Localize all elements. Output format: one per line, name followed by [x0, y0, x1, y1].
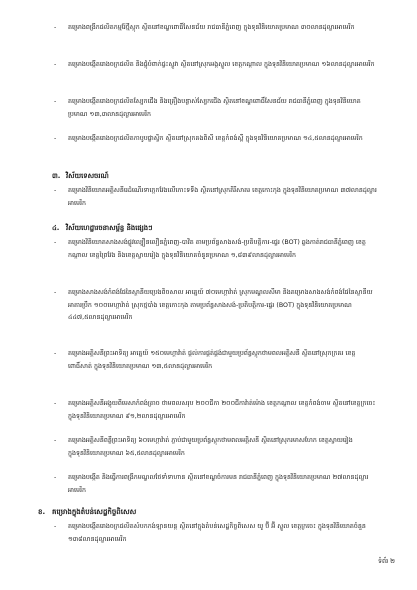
project-text: គម្រោងអគ្គិសនីអង្គុយពីមេសាកំពង់ត្រាច ថាមពលសរុប ២០០ជីកា ២០០ជីកាវ៉ាត់ម៉ោង ខេត្តកណ្តាល ខេត្តកំពង់ចាម ស្ថិតនៅខេត្តក្រចេះ ក្នុងទុនវិនិយោគប្រមាណ ៩១,២លានដុល្លារអាមេរិក — [68, 400, 376, 420]
project-text: គម្រោងបង្កើតរោងចក្រផលិតកាបូបផ្លាស្ទិក ស្ថិតនៅស្រុកគងពិសី ខេត្តកំពង់ស្ពឺ ក្នុងទុនវិនិយោគប្រមាណ ១៤,៥លានដុល្លារអាមេរិក — [68, 135, 363, 142]
project-item — [54, 348, 378, 373]
section-number: ៣. — [52, 172, 61, 180]
project-text: គម្រោងវិនិយោគអគ្គិសនីរេដំណើរទាក្តេកវែងលើកោះទទឹង ស្ថិតនៅស្រុកគិរីសាគរ ខេត្តកោះកុង ក្នុងទុនវិនិយោគប្រមាណ ៣៧លានដុល្លារអាមេរិក — [68, 187, 377, 207]
project-text: គម្រោងបង្កើតរោងចក្រផលិត និងផ្គុំបំពាក់ផ្ទះស្ទូវា ស្ថិតនៅស្រុកអង្គស្នួល ខេត្តកណ្តាល ក្នុងទុនវិនិយោគប្រមាណ ១៦លានដុល្លារអាមេរិក — [68, 61, 375, 68]
bullet-dash: - — [54, 24, 57, 31]
bullet-dash: - — [54, 98, 57, 105]
project-text: គម្រោងបង្កើតរោងចក្រផលិតស្បែកជើង និងគ្រឿងបន្លាស់ស្បែកជើង ស្ថិតនៅខណ្ឌពោធិ៍សែនជ័យ រាជធានីភ្នំពេញ ក្នុងទុនវិនិយោគប្រមាណ ១៣,៣លានដុល្លារអាមេរិក — [68, 98, 361, 118]
bullet-dash: - — [54, 239, 57, 246]
project-text: គម្រោងអគ្គិសនីព្រះអាទិត្យ អាគ្នេយ៍ ១៥០មេហ្គាវ៉ាត់ ផ្តល់ការផ្គត់ផ្គង់ជាមួយប្រព័ន្ធស្តុកថាមពលអគ្គិសនី ស្ថិតនៅស្រុកក្រគរ ខេត្តពោធិ៍សាត់ ក្នុងទុនវិនិយោគប្រមាណ ១៣,៥លានដុល្លារអាមេរិក — [68, 350, 356, 370]
page-number: ទំព័រ ២ — [377, 557, 395, 565]
project-item — [54, 59, 378, 72]
major-section-title: គម្រោងក្នុងតំបន់សេដ្ឋកិច្ចពិសេស — [52, 508, 137, 516]
bullet-dash: - — [54, 350, 57, 357]
section-title: វិស័យហេដ្ឋារចនាសម្ព័ន្ធ និងផ្សេងៗ — [66, 224, 153, 232]
project-text: គម្រោងសាងសង់កំពង់ផែនៃស្ថានីយប្រេងពិចសាល អាគ្នេយ៍ ៧០មេហ្គាវ៉ាត់ ស្រុកមណ្ឌលសីមា និងគម្រោងសាងសង់កំពង់ផែនៃស្ថានីយអាគារប្រឹក ១០០មេហ្គាវ៉ាត់ ស្រុកថ្មបាំង ខេត្តកោះកុង តាមប្រព័ន្ធសាងសង់-ប្រតិបត្តិការ-ផ្ទេរ (BOT) ក្នុងទុនវិនិយោគប្រមាណ ៤៤៧,៥លានដុល្លារអាមេរិក — [68, 289, 373, 321]
project-item — [54, 22, 378, 35]
bullet-dash: - — [54, 135, 57, 142]
major-section-number: ខ. — [38, 508, 46, 516]
bullet-dash: - — [54, 289, 57, 296]
bullet-dash: - — [54, 523, 57, 530]
section-heading — [52, 170, 372, 183]
project-item — [54, 435, 378, 460]
section-heading — [52, 222, 372, 235]
project-item — [54, 521, 378, 546]
bullet-dash: - — [54, 61, 57, 68]
project-text: គម្រោងបង្កើត និងធ្វើការពង្រីកមណ្ឌលថែទាំទាហាន ស្ថិតនៅខណ្ឌចំការមន រាជធានីភ្នំពេញ ក្នុងទុនវិនិយោគប្រមាណ ២៧លានដុល្លារអាមេរិក — [68, 474, 369, 494]
project-item — [54, 133, 378, 146]
bullet-dash: - — [54, 187, 57, 194]
project-item — [54, 398, 378, 423]
project-item — [54, 96, 378, 121]
section-number: ៤. — [52, 224, 60, 232]
project-text: គម្រោងវិនិយោគសាងសង់ផ្លូវល្បឿនលឿនភ្នំពេញ-បាវិត តាមប្រព័ន្ធសាងសង់-ប្រតិបត្តិការ-ផ្ទេរ (BOT) ឆ្លងកាត់រាជធានីភ្នំពេញ ខេត្តកណ្តាល ខេត្តព្រៃវែង និងខេត្តស្វាយរៀង ក្នុងទុនវិនិយោគចំនួនប្រមាណ ១,៨៣៩លានដុល្លារអាមេរិក — [68, 239, 366, 259]
project-item — [54, 185, 378, 210]
section-title: វិស័យទេសចរណ៍ — [66, 172, 109, 180]
project-item — [54, 472, 378, 497]
project-text: គម្រោងបង្កើតរោងចក្រផលិតសំបកកង់ឡានយន្ត ស្ថិតនៅក្នុងតំបន់សេដ្ឋកិច្ចពិសេស យូ ប៊ី អ៊ី ស្នួល ខេត្តក្រចេះ ក្នុងទុនវិនិយោគចំនួន ១៣៨លានដុល្លារអាមេរិក — [68, 523, 366, 543]
bullet-dash: - — [54, 437, 57, 444]
project-item — [54, 287, 378, 325]
project-text: គម្រោងពង្រីកផលិតកម្មរ៉ែថ្មីស្តុក ស្ថិតនៅខណ្ឌពោធិ៍សែនជ័យ រាជធានីភ្នំពេញ ក្នុងទុនវិនិយោគប្រមាណ ៣០លានដុល្លារអាមេរិក — [68, 24, 355, 31]
major-section-heading — [38, 506, 378, 519]
project-text: គម្រោងអគ្គិសនីពន្លឺព្រះអាទិត្យ ៦០មេហ្គាវ៉ាត់ ភ្ជាប់ជាមួយប្រព័ន្ធស្តុកថាមពលអគ្គិសនី ស្ថិតនៅស្រុករមាសហែក ខេត្តស្វាយរៀង ក្នុងទុនវិនិយោគប្រមាណ ៦៥,៥លានដុល្លារអាមេរិក — [68, 437, 353, 457]
bullet-dash: - — [54, 474, 57, 481]
project-item — [54, 237, 378, 262]
bullet-dash: - — [54, 400, 57, 407]
